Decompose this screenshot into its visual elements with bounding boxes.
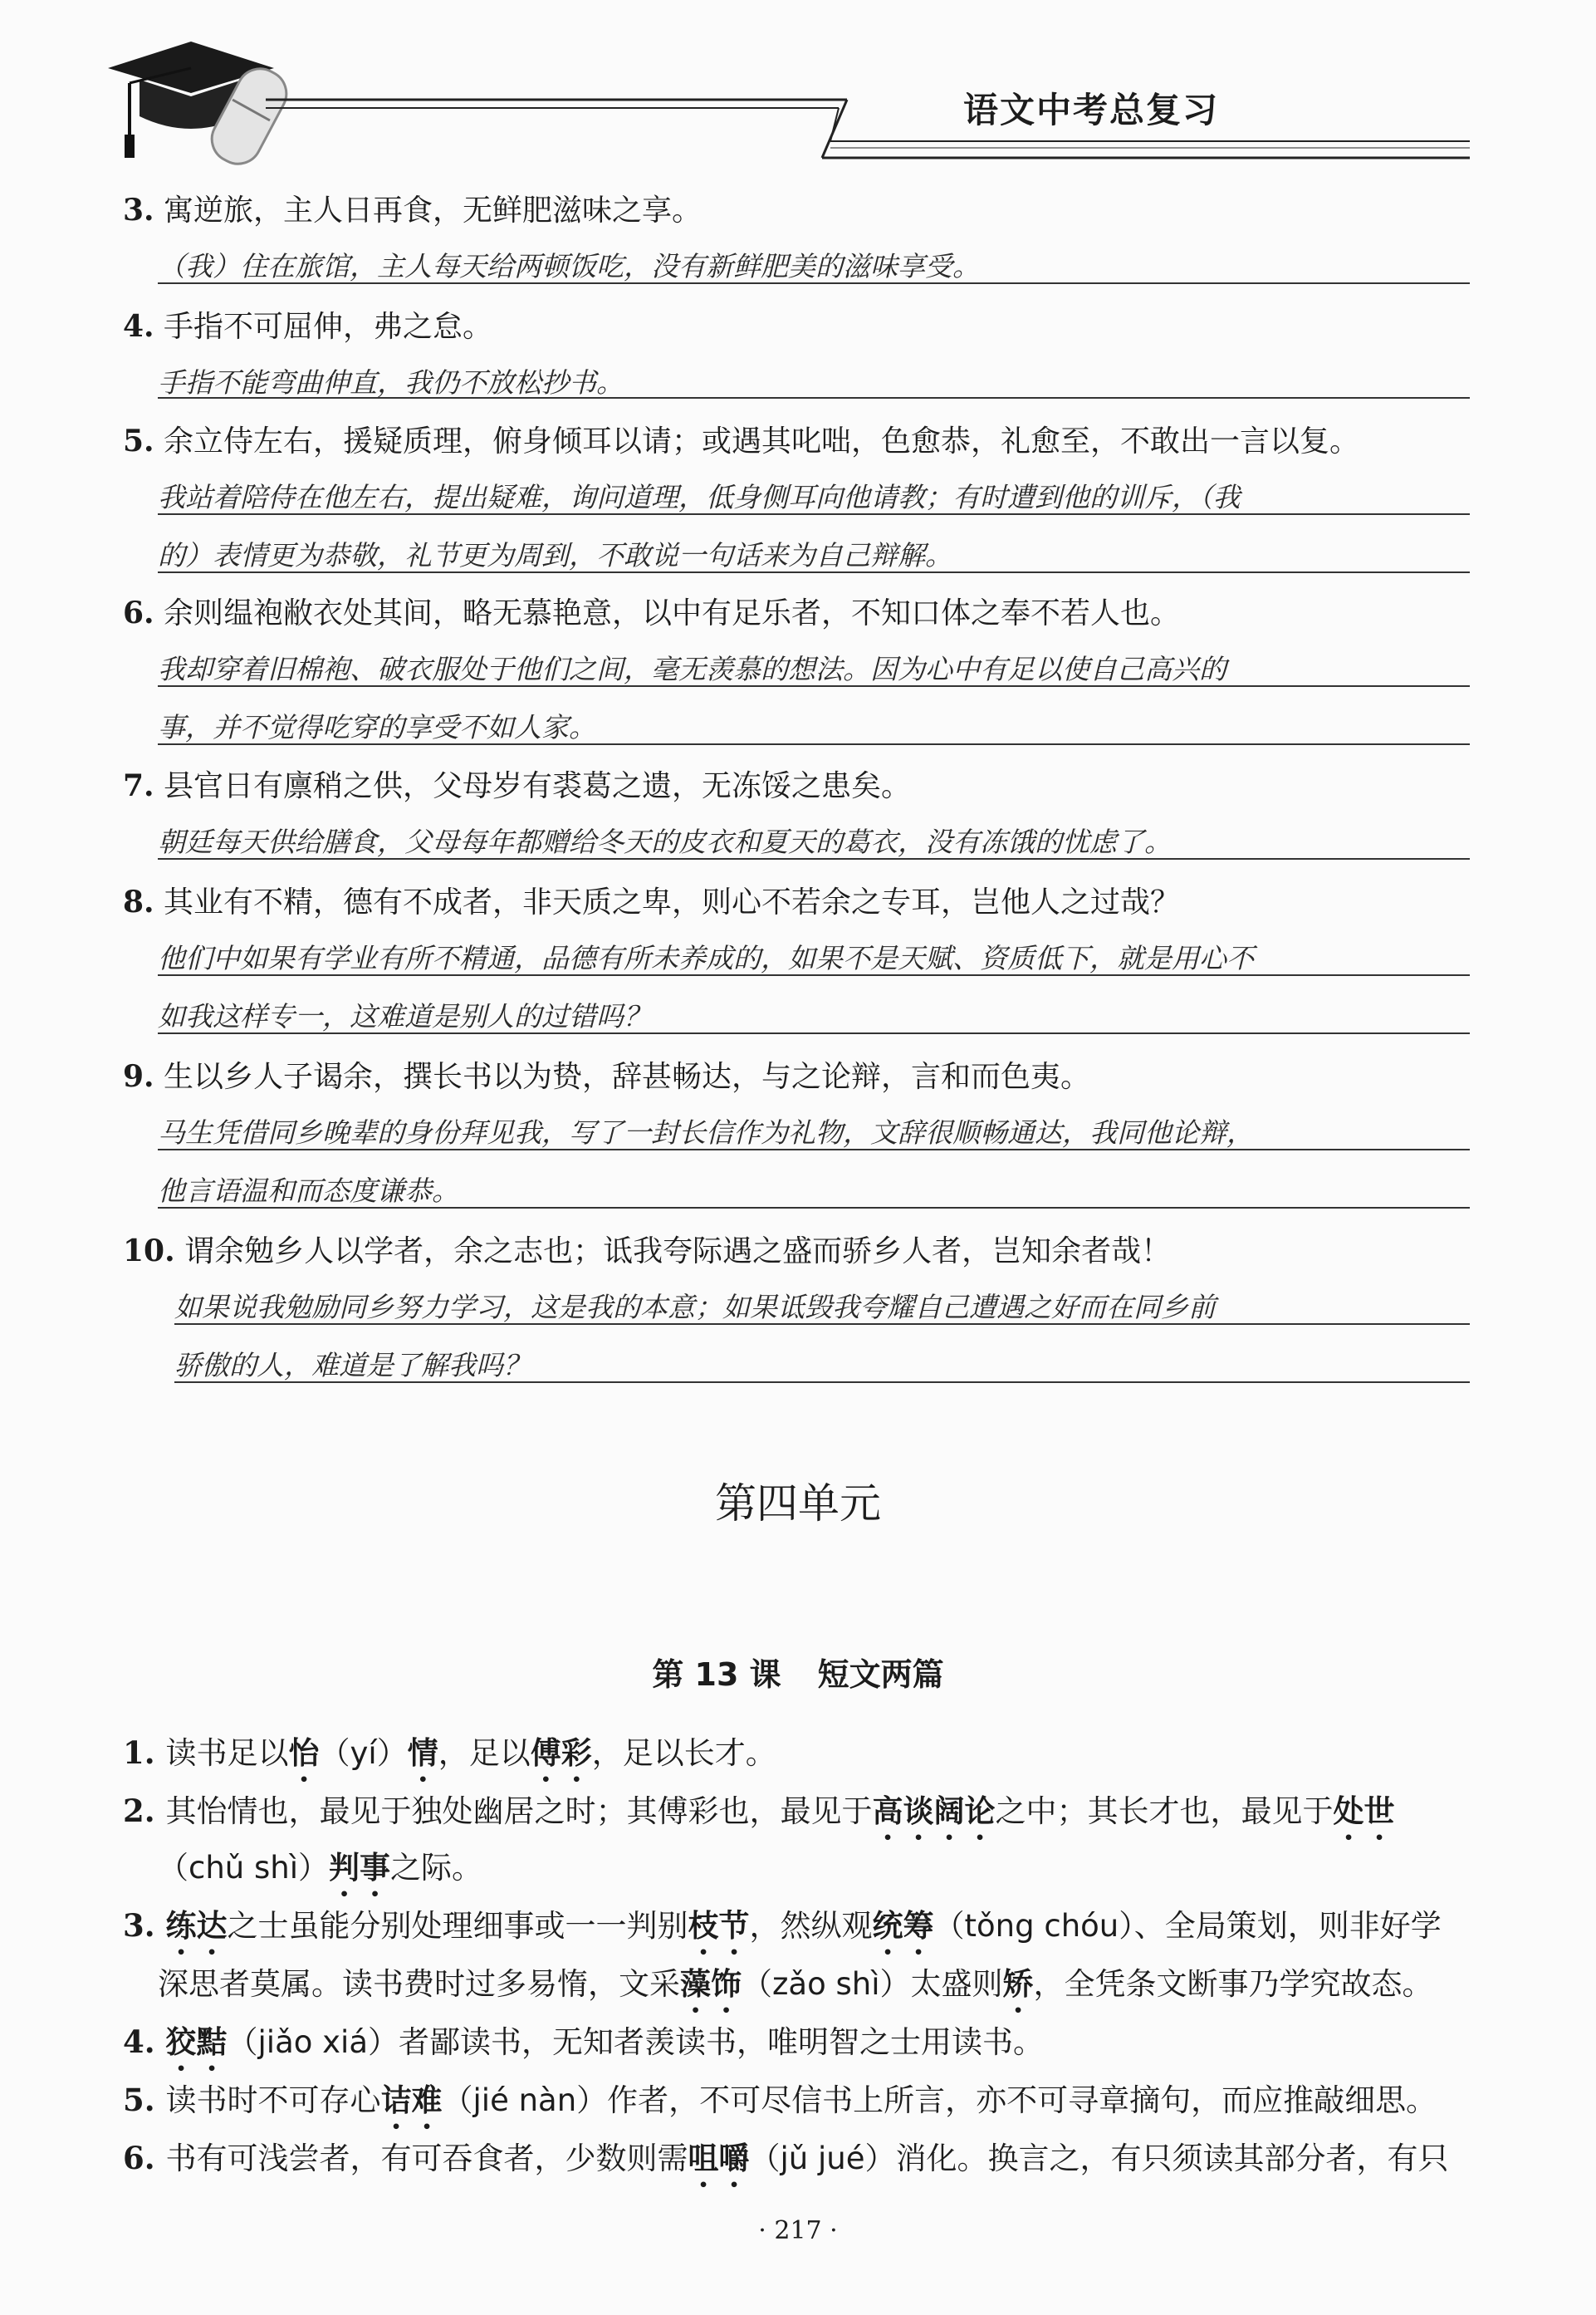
lesson-text: ，然纵观 — [749, 1908, 873, 1944]
question-text: 生以乡人子谒余，撰长书以为贽，辞甚畅达，与之论辩，言和而色夷。 — [164, 1060, 1091, 1094]
question-text: 余立侍左右，援疑质理，俯身倾耳以请；或遇其叱咄，色愈恭，礼愈至，不敢出一言以复。 — [164, 424, 1360, 459]
emphasized-term: 枝节 — [688, 1908, 750, 1944]
question-number: 10. — [123, 1234, 175, 1268]
answer-rule — [158, 282, 1470, 284]
answer-rule — [158, 513, 1470, 515]
lesson-text: 书有可浅尝者，有可吞食者，少数则需 — [165, 2141, 688, 2176]
lesson-text: ，足以长才。 — [591, 1735, 776, 1771]
emphasized-term: 咀嚼 — [688, 2141, 750, 2176]
emphasized-term: 狡黠 — [165, 2024, 228, 2060]
question-number: 7. — [123, 768, 154, 803]
lesson-text: ，全凭条文断事乃学究故态。 — [1033, 1966, 1433, 2002]
lesson-text: （jǔ jué）消化。换言之，有只须读其部分者，有只 — [749, 2141, 1449, 2176]
lesson-text: 读书足以 — [165, 1735, 289, 1771]
lesson-item-number: 2. — [123, 1793, 166, 1829]
lesson-item-line — [123, 2075, 1437, 2136]
lesson-text: （tǒng chóu）、全局策划，则非好学 — [933, 1908, 1442, 1944]
lesson-text: （jié nàn）作者，不可尽信书上所言，亦不可寻章摘句，而应推敲细思。 — [442, 2082, 1437, 2118]
question-text: 余则缊袍敝衣处其间，略无慕艳意，以中有足乐者，不知口体之奉不若人也。 — [164, 596, 1181, 630]
emphasized-term: 统筹 — [872, 1908, 934, 1944]
question-number: 6. — [123, 596, 154, 630]
answer-rule — [158, 974, 1470, 976]
lesson-text: 之际。 — [390, 1850, 483, 1886]
lesson-text: ，足以 — [438, 1735, 531, 1771]
emphasized-term: 情 — [407, 1735, 438, 1771]
unit-title: 第四单元 — [715, 1479, 881, 1528]
lesson-text: 之中；其长才也，最见于 — [995, 1793, 1334, 1829]
answer-line: 手指不能弯曲伸直，我仍不放松抄书。 — [158, 366, 624, 399]
lesson-text: （yí） — [319, 1735, 408, 1771]
lesson-text: （chǔ shì） — [158, 1850, 330, 1886]
lesson-text: （zǎo shì）太盛则 — [742, 1966, 1003, 2002]
answer-line: 如我这样专一，这难道是别人的过错吗？ — [158, 1000, 651, 1032]
lesson-item-line — [123, 1786, 1395, 1847]
lesson-text: 深思者莫属。读书费时过多易惰，文采 — [158, 1966, 680, 2002]
answer-line: 马生凭借同乡晚辈的身份拜见我，写了一封长信作为礼物，文辞很顺畅通达，我同他论辩， — [158, 1116, 1254, 1149]
answer-line: 骄傲的人，难道是了解我吗？ — [174, 1349, 531, 1381]
question-number: 4. — [123, 309, 154, 344]
lesson-heading — [0, 1649, 1596, 1695]
answer-rule — [158, 571, 1470, 573]
question-number: 8. — [123, 885, 154, 920]
lesson-item-number: 4. — [123, 2023, 166, 2060]
lesson-text: 读书时不可存心 — [165, 2082, 381, 2118]
graduation-cap-icon — [100, 33, 1478, 166]
answer-rule — [158, 1032, 1470, 1034]
lesson-item-line — [123, 2017, 1044, 2078]
lesson-item-line — [158, 1959, 1433, 2020]
answer-rule — [158, 743, 1470, 745]
answer-line: 他们中如果有学业有所不精通，品德有所未养成的，如果不是天赋、资质低下，就是用心不 — [158, 942, 1254, 974]
answer-line: 的）表情更为恭敬，礼节更为周到，不敢说一句话来为自己辩解。 — [158, 539, 952, 571]
question-text: 谓余勉乡人以学者，余之志也；诋我夸际遇之盛而骄乡人者，岂知余者哉！ — [184, 1234, 1172, 1268]
emphasized-term: 判事 — [329, 1850, 391, 1886]
lesson-item-line — [123, 1901, 1442, 1962]
answer-rule — [174, 1381, 1470, 1383]
answer-rule — [158, 685, 1470, 687]
lesson-text: 之士虽能分别处理细事或一一判别 — [227, 1908, 688, 1944]
lesson-item-number: 6. — [123, 2140, 166, 2176]
emphasized-term: 处世 — [1333, 1793, 1395, 1829]
answer-rule — [158, 397, 1470, 399]
lesson-item-line — [158, 1842, 482, 1904]
lesson-item-line — [123, 1728, 776, 1789]
lesson-item-number: 1. — [123, 1734, 166, 1771]
question-text: 县官日有廪稍之供，父母岁有裘葛之遗，无冻馁之患矣。 — [164, 769, 912, 803]
question-number: 5. — [123, 424, 154, 459]
question-text: 其业有不精，德有不成者，非天质之卑，则心不若余之专耳，岂他人之过哉？ — [164, 885, 1181, 920]
emphasized-term: 练达 — [165, 1908, 228, 1944]
emphasized-term: 傅彩 — [530, 1735, 592, 1771]
answer-line: 事，并不觉得吃穿的享受不如人家。 — [158, 711, 596, 743]
answer-rule — [158, 1149, 1470, 1150]
emphasized-term: 高谈阔论 — [872, 1793, 996, 1829]
lesson-item-number: 3. — [123, 1907, 166, 1944]
lesson-text: 其怡情也，最见于独处幽居之时；其傅彩也，最见于 — [165, 1793, 873, 1829]
answer-rule — [158, 858, 1470, 860]
answer-line: 朝廷每天供给膳食，父母每年都赠给冬天的皮衣和夏天的葛衣，没有冻饿的忧虑了。 — [158, 826, 1172, 858]
answer-line: 我却穿着旧棉袍、破衣服处于他们之间，毫无羡慕的想法。因为心中有足以使自己高兴的 — [158, 653, 1226, 685]
emphasized-term: 藻饰 — [680, 1966, 742, 2002]
question-text: 手指不可屈伸，弗之怠。 — [164, 310, 493, 344]
answer-line: （我）住在旅馆，主人每天给两顿饭吃，没有新鲜肥美的滋味享受。 — [158, 250, 980, 282]
answer-rule — [174, 1323, 1470, 1325]
lesson-text: （jiǎo xiá）者鄙读书，无知者羡读书，唯明智之士用读书。 — [227, 2024, 1044, 2060]
emphasized-term: 诘难 — [380, 2082, 443, 2118]
lesson-number: 第 13 课 — [652, 1656, 781, 1693]
question-text: 寓逆旅，主人日再食，无鲜肥滋味之享。 — [164, 194, 703, 228]
answer-line: 他言语温和而态度谦恭。 — [158, 1175, 459, 1207]
answer-line: 我站着陪侍在他左右，提出疑难，询问道理，低身侧耳向他请教；有时遭到他的训斥，（我 — [158, 481, 1241, 513]
lesson-item-line — [123, 2133, 1449, 2195]
lesson-title: 短文两篇 — [817, 1656, 944, 1693]
question-number: 9. — [123, 1059, 154, 1094]
answer-rule — [158, 1207, 1470, 1209]
answer-line: 如果说我勉励同乡努力学习，这是我的本意；如果诋毁我夸耀自己遭遇之好而在同乡前 — [174, 1291, 1216, 1323]
emphasized-term: 怡 — [288, 1735, 320, 1771]
question-number: 3. — [123, 193, 154, 228]
lesson-item-number: 5. — [123, 2082, 166, 2118]
page-number: · 217 · — [758, 2216, 838, 2245]
emphasized-term: 矫 — [1002, 1966, 1034, 2002]
book-title: 语文中考总复习 — [963, 90, 1220, 130]
